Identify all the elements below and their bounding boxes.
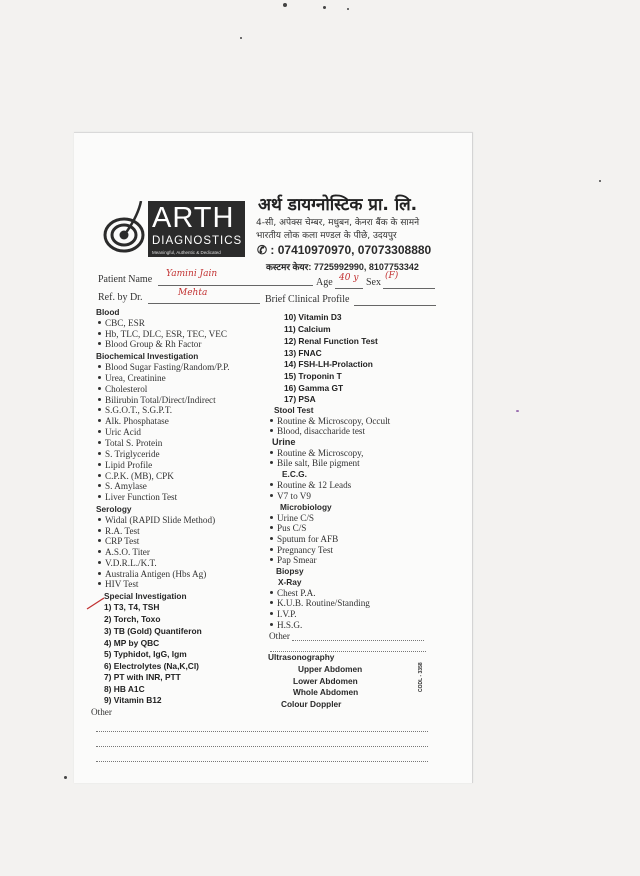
- other-notes-line[interactable]: [96, 731, 428, 732]
- bullet-icon: [98, 408, 101, 411]
- bullet-icon: [270, 526, 273, 529]
- section-heading: X-Ray: [278, 577, 302, 587]
- scan-speck: [347, 8, 349, 10]
- test-option[interactable]: Urine C/S: [270, 513, 314, 523]
- test-option[interactable]: 12) Renal Function Test: [284, 336, 378, 346]
- bullet-icon: [270, 419, 273, 422]
- bullet-icon: [98, 572, 101, 575]
- test-option[interactable]: 3) TB (Gold) Quantiferon: [104, 626, 202, 636]
- test-option[interactable]: H.S.G.: [270, 620, 302, 630]
- test-option[interactable]: S. Triglyceride: [98, 449, 160, 459]
- test-option[interactable]: 11) Calcium: [284, 324, 331, 334]
- bullet-icon: [98, 484, 101, 487]
- bullet-icon: [98, 518, 101, 521]
- other-notes-line[interactable]: [292, 640, 424, 641]
- test-option[interactable]: 16) Gamma GT: [284, 383, 344, 393]
- age-label: Age: [316, 277, 333, 288]
- ultrasound-option[interactable]: Lower Abdomen: [293, 676, 358, 686]
- test-option[interactable]: Pap Smear: [270, 555, 317, 565]
- bullet-icon: [98, 495, 101, 498]
- test-option[interactable]: Alk. Phosphatase: [98, 416, 169, 426]
- bullet-icon: [98, 474, 101, 477]
- section-heading: Serology: [96, 504, 132, 514]
- scan-speck: [599, 180, 601, 182]
- bullet-icon: [270, 601, 273, 604]
- bullet-icon: [98, 452, 101, 455]
- bullet-icon: [98, 376, 101, 379]
- bullet-icon: [270, 494, 273, 497]
- other-notes-line[interactable]: [96, 761, 428, 762]
- test-option[interactable]: 7) PT with INR, PTT: [104, 672, 181, 682]
- test-option[interactable]: Routine & 12 Leads: [270, 480, 351, 490]
- section-heading: Biopsy: [276, 566, 304, 576]
- test-option[interactable]: Australia Antigen (Hbs Ag): [98, 569, 206, 579]
- arth-logo-icon: [103, 201, 145, 255]
- ultrasonography-heading: Ultrasonography: [268, 652, 335, 662]
- section-heading: Biochemical Investigation: [96, 351, 199, 361]
- brand-name: ARTH: [152, 202, 235, 234]
- section-heading: Stool Test: [274, 405, 314, 415]
- brief-clinical-line: [354, 305, 436, 306]
- test-option[interactable]: Routine & Microscopy, Occult: [270, 416, 390, 426]
- test-option[interactable]: 8) HB A1C: [104, 684, 145, 694]
- other-notes-line[interactable]: [96, 746, 428, 747]
- age-line: [335, 288, 363, 289]
- bullet-icon: [98, 430, 101, 433]
- address-line-2: भारतीय लोक कला मण्डल के पीछे, उदयपुर: [256, 231, 397, 241]
- bullet-icon: [270, 537, 273, 540]
- test-option[interactable]: 10) Vitamin D3: [284, 312, 342, 322]
- scan-speck: [323, 6, 326, 9]
- scan-speck: [64, 776, 67, 779]
- bullet-icon: [270, 483, 273, 486]
- bullet-icon: [270, 429, 273, 432]
- scan-speck: [283, 3, 287, 7]
- bullet-icon: [98, 539, 101, 542]
- test-option[interactable]: K.U.B. Routine/Standing: [270, 598, 370, 608]
- bullet-icon: [98, 332, 101, 335]
- test-option[interactable]: Total S. Protein: [98, 438, 162, 448]
- test-option[interactable]: HIV Test: [98, 579, 138, 589]
- section-heading: Blood: [96, 307, 120, 317]
- other-label: Other: [269, 631, 290, 641]
- bullet-icon: [270, 623, 273, 626]
- bullet-icon: [98, 387, 101, 390]
- brand-logo: [148, 201, 245, 257]
- test-option[interactable]: I.V.P.: [270, 609, 297, 619]
- age-value[interactable]: 40 y: [339, 273, 359, 283]
- sex-label: Sex: [366, 277, 381, 288]
- test-option[interactable]: V7 to V9: [270, 491, 311, 501]
- bullet-icon: [98, 342, 101, 345]
- test-option[interactable]: C.P.K. (MB), CPK: [98, 471, 174, 481]
- test-option[interactable]: Urea, Creatinine: [98, 373, 166, 383]
- section-heading: Urine: [272, 437, 296, 447]
- test-option[interactable]: Routine & Microscopy,: [270, 448, 363, 458]
- ref-by-label: Ref. by Dr.: [98, 292, 143, 303]
- test-option[interactable]: Widal (RAPID Slide Method): [98, 515, 215, 525]
- section-heading: Microbiology: [280, 502, 332, 512]
- brand-sub: DIAGNOSTICS: [152, 235, 243, 247]
- test-option[interactable]: Sputum for AFB: [270, 534, 338, 544]
- ultrasound-option[interactable]: Upper Abdomen: [298, 664, 363, 674]
- test-option[interactable]: Bilirubin Total/Direct/Indirect: [98, 395, 216, 405]
- bullet-icon: [98, 550, 101, 553]
- phone-numbers: ✆ : 07410970970, 07073308880: [257, 243, 432, 257]
- customer-care: कस्टमर केयर: 7725992990, 8107753342: [266, 262, 419, 272]
- test-option[interactable]: 5) Typhidot, IgG, Igm: [104, 649, 187, 659]
- test-option[interactable]: 6) Electrolytes (Na,K,Cl): [104, 661, 199, 671]
- test-option[interactable]: Liver Function Test: [98, 492, 177, 502]
- section-heading: E.C.G.: [282, 469, 307, 479]
- test-option[interactable]: 14) FSH-LH-Prolaction: [284, 359, 373, 369]
- tick-mark-icon: [86, 597, 106, 611]
- sex-line: [383, 288, 435, 289]
- bullet-icon: [270, 612, 273, 615]
- sex-value[interactable]: (F): [385, 271, 399, 281]
- lab-hindi-name: अर्थ डायग्नोस्टिक प्रा. लि.: [258, 195, 418, 215]
- patient-name-line: [158, 285, 313, 286]
- bullet-icon: [98, 582, 101, 585]
- test-option[interactable]: 2) Torch, Toxo: [104, 614, 161, 624]
- ultrasound-option[interactable]: Whole Abdomen: [293, 687, 359, 697]
- test-option[interactable]: Uric Acid: [98, 427, 141, 437]
- ref-by-value[interactable]: Mehta: [178, 288, 208, 298]
- patient-name-value[interactable]: Yamini Jain: [166, 269, 218, 279]
- test-option[interactable]: S.G.O.T., S.G.P.T.: [98, 405, 172, 415]
- test-option[interactable]: R.A. Test: [98, 526, 140, 536]
- address-line-1: 4-सी, अपेक्स चेम्बर, मधुबन, केनरा बैंक के सामने: [256, 218, 420, 228]
- test-option[interactable]: Pus C/S: [270, 523, 306, 533]
- test-option[interactable]: Lipid Profile: [98, 460, 152, 470]
- bullet-icon: [98, 365, 101, 368]
- test-option[interactable]: Chest P.A.: [270, 588, 316, 598]
- bullet-icon: [98, 441, 101, 444]
- section-heading: Special Investigation: [104, 591, 187, 601]
- bullet-icon: [270, 516, 273, 519]
- test-option[interactable]: Blood Group & Rh Factor: [98, 339, 201, 349]
- test-option[interactable]: 15) Troponin T: [284, 371, 342, 381]
- test-option[interactable]: CBC, ESR: [98, 318, 145, 328]
- brief-clinical-profile-label: Brief Clinical Profile: [265, 294, 350, 305]
- bullet-icon: [270, 591, 273, 594]
- bullet-icon: [98, 561, 101, 564]
- test-option[interactable]: 17) PSA: [284, 394, 316, 404]
- ultrasound-option[interactable]: Colour Doppler: [281, 699, 342, 709]
- test-option[interactable]: 1) T3, T4, TSH: [104, 602, 160, 612]
- form-code: CODL - 3358: [418, 662, 424, 692]
- scan-speck: [240, 37, 242, 39]
- bullet-icon: [270, 548, 273, 551]
- test-option[interactable]: 4) MP by QBC: [104, 638, 160, 648]
- test-option[interactable]: CRP Test: [98, 536, 139, 546]
- test-option[interactable]: S. Amylase: [98, 481, 147, 491]
- bullet-icon: [98, 398, 101, 401]
- bullet-icon: [98, 463, 101, 466]
- bullet-icon: [270, 451, 273, 454]
- test-option[interactable]: Bile salt, Bile pigment: [270, 458, 360, 468]
- test-option[interactable]: Blood, disaccharide test: [270, 426, 365, 436]
- ref-by-line: [148, 303, 260, 304]
- test-option[interactable]: A.S.O. Titer: [98, 547, 150, 557]
- scan-speck: [516, 410, 519, 412]
- bullet-icon: [98, 419, 101, 422]
- test-option[interactable]: Cholesterol: [98, 384, 147, 394]
- bullet-icon: [98, 321, 101, 324]
- test-option[interactable]: 9) Vitamin B12: [104, 695, 162, 705]
- test-option[interactable]: 13) FNAC: [284, 348, 322, 358]
- brand-tagline: Meaningful, Authentic & Dedicated: [152, 250, 221, 255]
- patient-name-label: Patient Name: [98, 274, 153, 285]
- other-label: Other: [91, 707, 112, 717]
- test-option[interactable]: Pregnancy Test: [270, 545, 333, 555]
- test-option[interactable]: V.D.R.L./K.T.: [98, 558, 157, 568]
- bullet-icon: [270, 461, 273, 464]
- bullet-icon: [270, 558, 273, 561]
- test-option[interactable]: Hb, TLC, DLC, ESR, TEC, VEC: [98, 329, 227, 339]
- bullet-icon: [98, 529, 101, 532]
- test-option[interactable]: Blood Sugar Fasting/Random/P.P.: [98, 362, 230, 372]
